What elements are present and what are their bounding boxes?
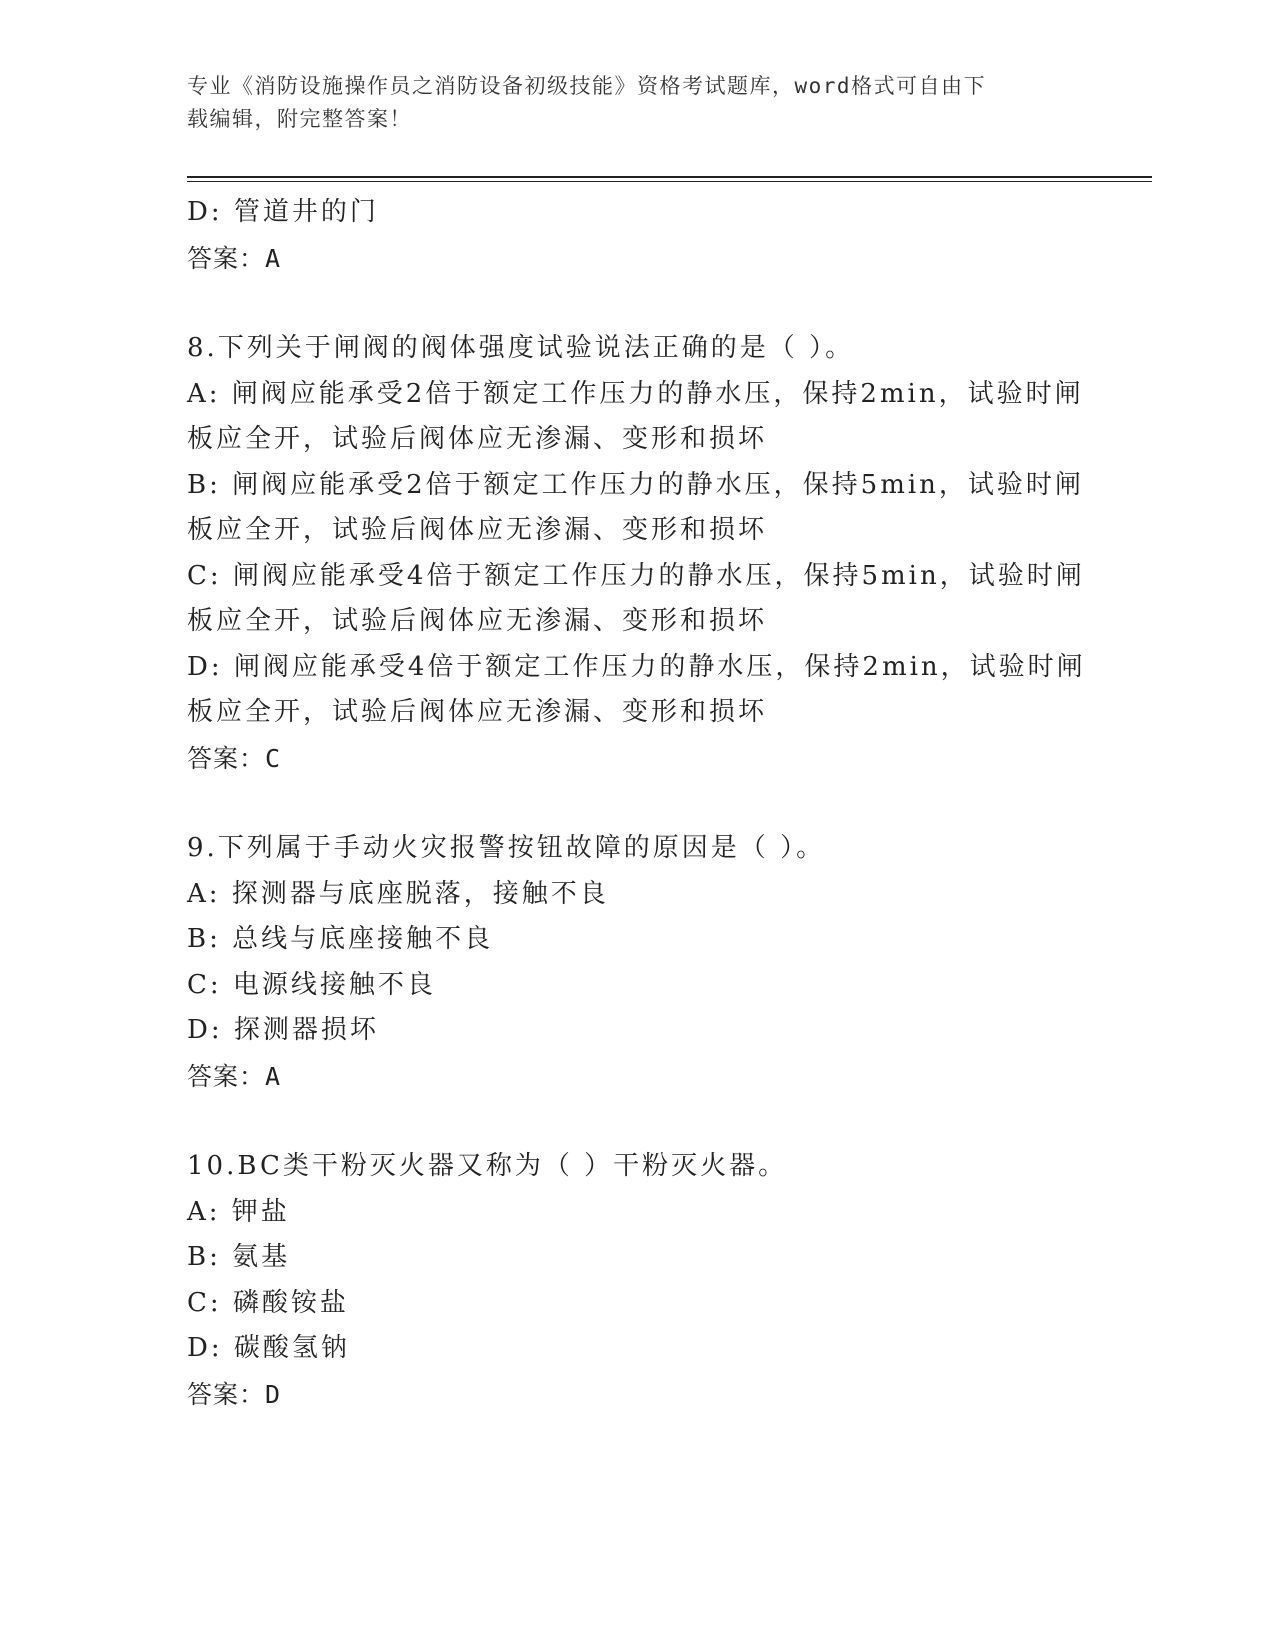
- option-b: B: 总线与底座接触不良: [187, 924, 494, 954]
- spacer: [187, 1099, 1087, 1144]
- option-d-line-2: 板应全开，试验后阀体应无渗漏、变形和损坏: [187, 697, 768, 727]
- option-a-line-1: A: 闸阀应能承受2倍于额定工作压力的静水压，保持2min，试验时闸: [187, 378, 1084, 409]
- option-a-line-2: 板应全开，试验后阀体应无渗漏、变形和损坏: [187, 424, 768, 454]
- answer: 答案：A: [187, 1061, 282, 1091]
- option-b: B: 氨基: [187, 1242, 291, 1272]
- header-divider-top: [187, 176, 1152, 178]
- answer: 答案：C: [187, 743, 282, 773]
- option-d: D: 碳酸氢钠: [187, 1333, 350, 1363]
- header-line-1: 专业《消防设施操作员之消防设备初级技能》资格考试题库，word格式可自由下: [187, 74, 987, 98]
- question-10: [187, 1144, 1087, 1417]
- page-header: [187, 70, 1152, 136]
- question-stem: 10.BC类干粉灭火器又称为（ ）干粉灭火器。: [187, 1151, 788, 1181]
- option-c: C: 磷酸铵盐: [187, 1287, 349, 1318]
- header-divider-bottom: [187, 181, 1152, 182]
- option-a: A: 钾盐: [187, 1196, 290, 1227]
- option-b-line-1: B: 闸阀应能承受2倍于额定工作压力的静水压，保持5min，试验时闸: [187, 469, 1084, 500]
- prev-option-d: D: 管道井的门: [187, 197, 379, 227]
- option-c-line-2: 板应全开，试验后阀体应无渗漏、变形和损坏: [187, 606, 768, 636]
- option-b-line-2: 板应全开，试验后阀体应无渗漏、变形和损坏: [187, 515, 768, 545]
- spacer: [187, 781, 1087, 826]
- header-line-2: 载编辑，附完整答案！: [187, 107, 412, 131]
- document-body: [187, 190, 1087, 1417]
- answer: 答案：D: [187, 1379, 282, 1409]
- question-stem: 8.下列关于闸阀的阀体强度试验说法正确的是（ ）。: [187, 333, 855, 363]
- spacer: [187, 281, 1087, 326]
- option-a: A: 探测器与底座脱落，接触不良: [187, 878, 609, 909]
- question-8: [187, 326, 1087, 781]
- option-d-line-1: D: 闸阀应能承受4倍于额定工作压力的静水压，保持2min，试验时闸: [187, 651, 1086, 682]
- question-9: [187, 826, 1087, 1099]
- prev-answer: 答案：A: [187, 243, 282, 273]
- question-stem: 9.下列属于手动火灾报警按钮故障的原因是（ ）。: [187, 833, 826, 863]
- option-c: C: 电源线接触不良: [187, 969, 436, 1000]
- option-c-line-1: C: 闸阀应能承受4倍于额定工作压力的静水压，保持5min，试验时闸: [187, 560, 1085, 591]
- option-d: D: 探测器损坏: [187, 1015, 379, 1045]
